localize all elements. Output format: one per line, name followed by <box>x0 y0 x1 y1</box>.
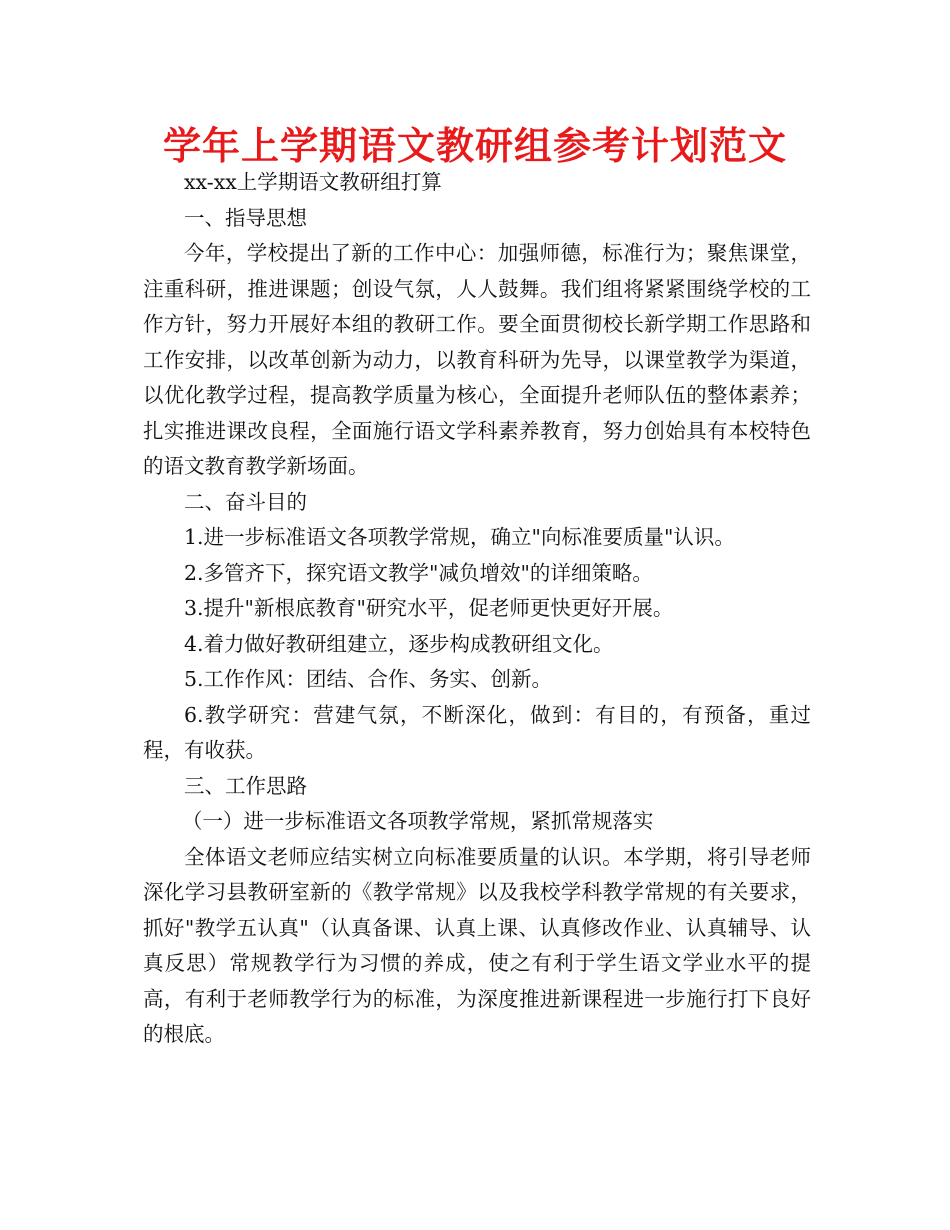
subheading-teaching-routine: （一）进一步标准语文各项教学常规，紧抓常规落实 <box>181 809 654 833</box>
section-heading-work-ideas: 三、工作思路 <box>184 773 307 798</box>
section-heading-goals: 二、奋斗目的 <box>184 489 307 514</box>
goal-item-6: 6.教学研究：营建气氛，不断深化，做到：有目的，有预备，重过程，有收获。 <box>143 702 811 762</box>
document-body <box>143 165 811 1053</box>
section-heading-guiding-thought: 一、指导思想 <box>184 205 307 230</box>
goal-item-4: 4.着力做好教研组建立，逐步构成教研组文化。 <box>184 631 614 656</box>
paragraph-guiding-thought: 今年，学校提出了新的工作中心：加强师德，标准行为；聚焦课堂，注重科研，推进课题；创设气氛，人人鼓舞。我们组将紧紧围绕学校的工作方针，努力开展好本组的教研工作。要全面贯彻校长新学期工作思路和工作安排，以改革创新为动力，以教育科研为先导，以课堂教学为渠道，以优化教学过程，提高教学质量为核心，全面提升老师队伍的整体素养；扎实推进课改良程，全面施行语文学科素养教育，努力创始具有本校特色的语文教育教学新场面。 <box>143 241 811 478</box>
goal-item-3: 3.提升"新根底教育"研究水平，促老师更快更好开展。 <box>184 596 674 620</box>
goal-item-1: 1.进一步标准语文各项教学常规，确立"向标准要质量"认识。 <box>184 525 735 549</box>
document-subtitle: xx-xx上学期语文教研组打算 <box>184 170 442 194</box>
paragraph-teaching-routine: 全体语文老师应结实树立向标准要质量的认识。本学期，将引导老师深化学习县教研室新的《教学常规》以及我校学科教学常规的有关要求，抓好"教学五认真"（认真备课、认真上课、认真修改作业、认真辅导、认真反思）常规教学行为习惯的养成，使之有利于学生语文学业水平的提高，有利于老师教学行为的标准，为深度推进新课程进一步施行打下良好的根底。 <box>143 844 811 1046</box>
document-title: 学年上学期语文教研组参考计划范文 <box>162 124 787 168</box>
goal-item-2: 2.多管齐下，探究语文教学"减负增效"的详细策略。 <box>184 560 653 585</box>
goal-item-5: 5.工作作风：团结、合作、务实、创新。 <box>184 667 553 691</box>
